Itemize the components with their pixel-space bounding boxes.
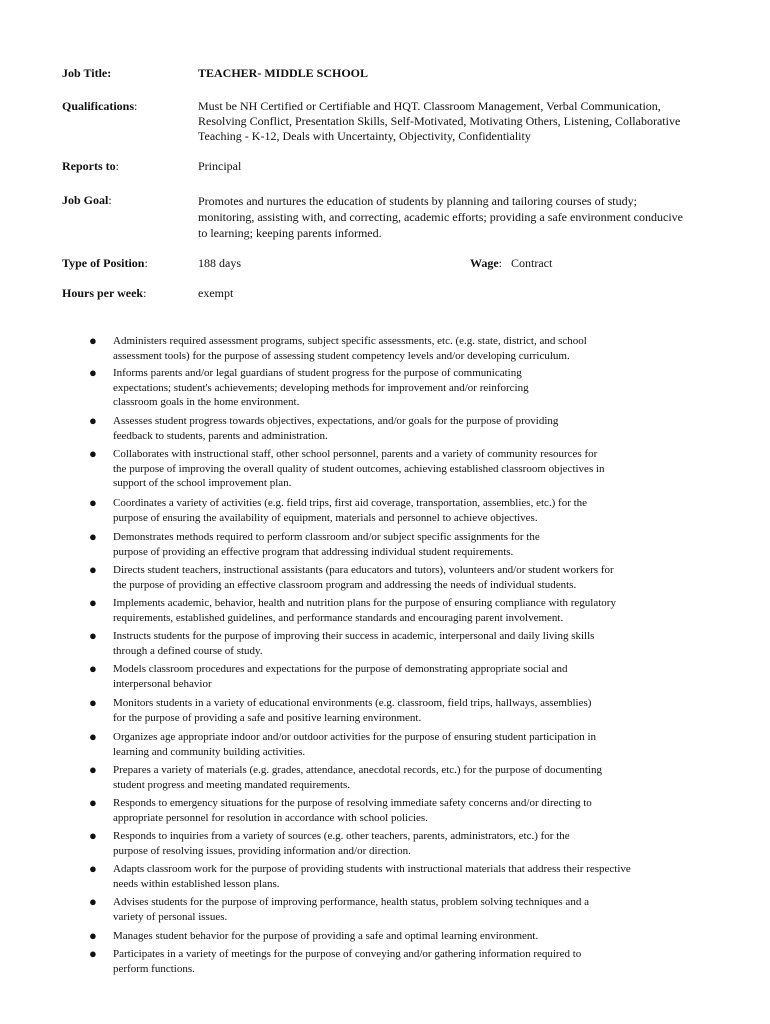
reports-to-value: Principal bbox=[198, 159, 242, 173]
type-of-position-label: Type of Position: bbox=[62, 256, 148, 270]
hours-per-week-value: exempt bbox=[198, 286, 234, 300]
wage: Wage: Contract bbox=[470, 256, 553, 270]
bullet-icon: ● bbox=[89, 333, 97, 348]
job-goal-line: to learning; keeping parents informed. bbox=[198, 226, 382, 240]
job-goal-line: Promotes and nurtures the education of students by planning and tailoring courses of study; bbox=[198, 194, 637, 208]
bullet-icon: ● bbox=[89, 928, 97, 943]
bullet-icon: ● bbox=[89, 661, 97, 676]
bullet-icon: ● bbox=[89, 795, 97, 810]
qualifications-label: Qualifications: bbox=[62, 99, 138, 113]
bullet-icon: ● bbox=[89, 861, 97, 876]
wage-label: Wage bbox=[470, 256, 499, 270]
job-title-label: Job Title: bbox=[62, 66, 112, 80]
qualifications-line: Must be NH Certified or Certifiable and HQT. Classroom Management, Verbal Communication, bbox=[198, 99, 661, 113]
job-goal-label: Job Goal: bbox=[62, 193, 112, 207]
bullet-icon: ● bbox=[89, 446, 97, 461]
qualifications-line: Resolving Conflict, Presentation Skills, Self-Motivated, Motivating Others, Listening, Collaborative bbox=[198, 114, 681, 128]
job-goal-line: monitoring, assisting with, and correcting, academic efforts; providing a safe environment conducive bbox=[198, 210, 683, 224]
qualifications-line: Teaching - K-12, Deals with Uncertainty, Objectivity, Confidentiality bbox=[198, 129, 531, 143]
bullet-icon: ● bbox=[89, 894, 97, 909]
bullet-icon: ● bbox=[89, 828, 97, 843]
hours-per-week-label: Hours per week: bbox=[62, 286, 147, 300]
type-of-position-value bbox=[198, 256, 710, 271]
bullet-icon: ● bbox=[89, 413, 97, 428]
reports-to-label: Reports to: bbox=[62, 159, 119, 173]
bullet-icon: ● bbox=[89, 762, 97, 777]
bullet-icon: ● bbox=[89, 729, 97, 744]
document-page: Job Title: TEACHER- MIDDLE SCHOOL Qualifications: Must be NH Certified or Certifiable and HQT. Classroom Management, Verbal Communication, Resolving Conflict, Presentation Skills, Self-Motivated, Motivating Others, Listening, Collaborative Teaching - K-12, Deals with Uncertainty, Objectivity, Confidentiality Reports to: Principal Job Goal: Promotes and nurtures the education of students by planning and tailoring courses of study; monitoring, assisting with, and correcting, academic efforts; providing a safe environment conducive to learning; keeping parents informed. Type of Position: 188 days Wage: Contract Hours per week: exempt ● Administers required assessment programs, subject specific assessments, etc. (e.g. state, district, and school assessment tools) for the purpose of assessing student competency levels and/or developing curriculum. ● Informs parents and/or legal guardians of student progress for the purpose of communicating expectations; student's achievements; developing methods for improvement and/or reinforcing classroom goals in the home environment. ● Assesses student progress towards objectives, expectations, and/or goals for the purpose of providing feedback to students, parents and administration. ● Collaborates with instructional staff, other school personnel, parents and a variety of community resources for the purpose of improving the overall quality of student outcomes, achieving established classroom objectives in support of the school improvement plan. ● Coordinates a variety of activities (e.g. field trips, first aid coverage, transportation, assemblies, etc.) for the purpose of ensuring the availability of equipment, materials and personnel to achieve objectives. ● Demonstrates methods required to perform classroom and/or subject specific assignments for the purpose of providing an effective program that addressing individual student requirements. ● Directs student teachers, instructional assistants (para educators and tutors), volunteers and/or student workers for the purpose of providing an effective classroom program and addressing the needs of individual students. ● Implements academic, behavior, health and nutrition plans for the purpose of ensuring compliance with regulatory requirements, established guidelines, and performance standards and encouraging parent involvement. ● Instructs students for the purpose of improving their success in academic, interpersonal and daily living skills through a defined course of study. ● Models classroom procedures and expectations for the purpose of demonstrating appropriate social and interpersonal behavior ● Monitors students in a variety of educational environments (e.g. classroom, field trips, hallways, assemblies) for the purpose of providing a safe and positive learning environment. ● Organizes age appropriate indoor and/or outdoor activities for the purpose of ensuring student participation in learning and community building activities. ● Prepares a variety of materials (e.g. grades, attendance, anecdotal records, etc.) for the purpose of documenting student progress and meeting mandated requirements. ● Responds to emergency situations for the purpose of resolving immediate safety concerns and/or directing to appropriate personnel for resolution in accordance with school policies. ● Responds to inquiries from a variety of sources (e.g. other teachers, parents, administrators, etc.) for the purpose of resolving issues, providing information and/or direction. ● Adapts classroom work for the purpose of providing students with instructional materials that address their respective needs within established lesson plans. ● Advises students for the purpose of improving performance, health status, problem solving techniques and a variety of personal issues. ● Manages student behavior for the purpose of providing a safe and optimal learning environment. ● Participates in a variety of meetings for the purpose of conveying and/or gathering information required to perform functions. bbox=[0, 0, 770, 1024]
bullet-icon: ● bbox=[89, 495, 97, 510]
bullet-icon: ● bbox=[89, 365, 97, 380]
job-goal-value bbox=[198, 193, 710, 241]
bullet-icon: ● bbox=[89, 595, 97, 610]
bullet-icon: ● bbox=[89, 628, 97, 643]
type-of-position-days: 188 days bbox=[198, 256, 241, 270]
bullet-icon: ● bbox=[89, 562, 97, 577]
bullet-icon: ● bbox=[89, 695, 97, 710]
job-title-value: TEACHER- MIDDLE SCHOOL bbox=[198, 66, 369, 80]
bullet-icon: ● bbox=[89, 529, 97, 544]
qualifications-value bbox=[198, 99, 710, 144]
wage-value: Contract bbox=[511, 256, 553, 270]
bullet-icon: ● bbox=[89, 946, 97, 961]
